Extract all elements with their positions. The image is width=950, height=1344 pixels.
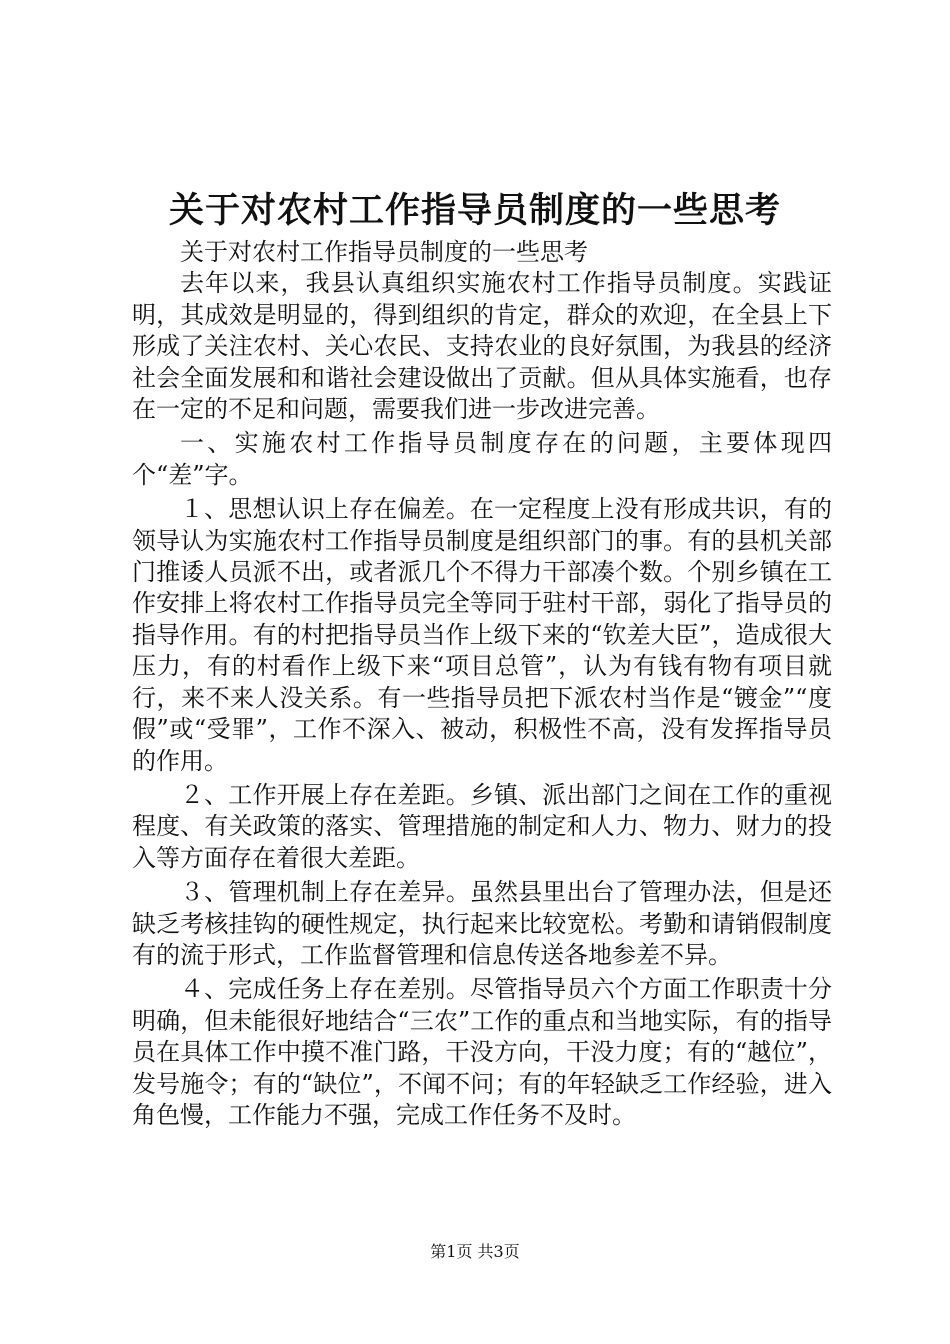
point-3-paragraph: ３、管理机制上存在差异。虽然县里出台了管理办法，但是还缺乏考核挂钩的硬性规定，执行起来比较宽松。考勤和请销假制度有的流于形式，工作监督管理和信息传送各地参差不异。 <box>132 878 832 969</box>
document-body <box>132 237 832 1134</box>
page-number-footer: 第1页 共3页 <box>430 1242 520 1261</box>
point-2-paragraph: ２、工作开展上存在差距。乡镇、派出部门之间在工作的重视程度、有关政策的落实、管理措施的制定和人力、物力、财力的投入等方面存在着很大差距。 <box>132 780 832 872</box>
document-title: 关于对农村工作指导员制度的一些思考 <box>168 190 781 231</box>
subtitle-paragraph: 关于对农村工作指导员制度的一些思考 <box>180 238 588 266</box>
section-heading-paragraph: 一、实施农村工作指导员制度存在的问题，主要体现四个“差”字。 <box>132 429 832 489</box>
point-1-paragraph: １、思想认识上存在偏差。在一定程度上没有形成共识，有的领导认为实施农村工作指导员制度是组织部门的事。有的县机关部门推诿人员派不出，或者派几个不得力干部凑个数。个别乡镇在工作安排上将农村工作指导员完全等同于驻村干部，弱化了指导员的指导作用。有的村把指导员当作上级下来的“钦差大臣”，造成很大压力，有的村看作上级下来“项目总管”，认为有钱有物有项目就行，来不来人没关系。有一些指导员把下派农村当作是“镀金”“度假”或“受罪”，工作不深入、被动，积极性不高，没有发挥指导员的作用。 <box>132 495 832 775</box>
point-4-paragraph: ４、完成任务上存在差别。尽管指导员六个方面工作职责十分明确，但未能很好地结合“三农”工作的重点和当地实际，有的指导员在具体工作中摸不准门路，干没方向，干没力度；有的“越位”，发号施令；有的“缺位”，不闻不问；有的年轻缺乏工作经验，进入角色慢，工作能力不强，完成工作任务不及时。 <box>132 975 832 1129</box>
intro-paragraph: 去年以来，我县认真组织实施农村工作指导员制度。实践证明，其成效是明显的，得到组织的肯定，群众的欢迎，在全县上下形成了关注农村、关心农民、支持农业的良好氛围，为我县的经济社会全面发展和和谐社会建设做出了贡献。但从具体实施看，也存在一定的不足和问题，需要我们进一步改进完善。 <box>132 269 832 424</box>
